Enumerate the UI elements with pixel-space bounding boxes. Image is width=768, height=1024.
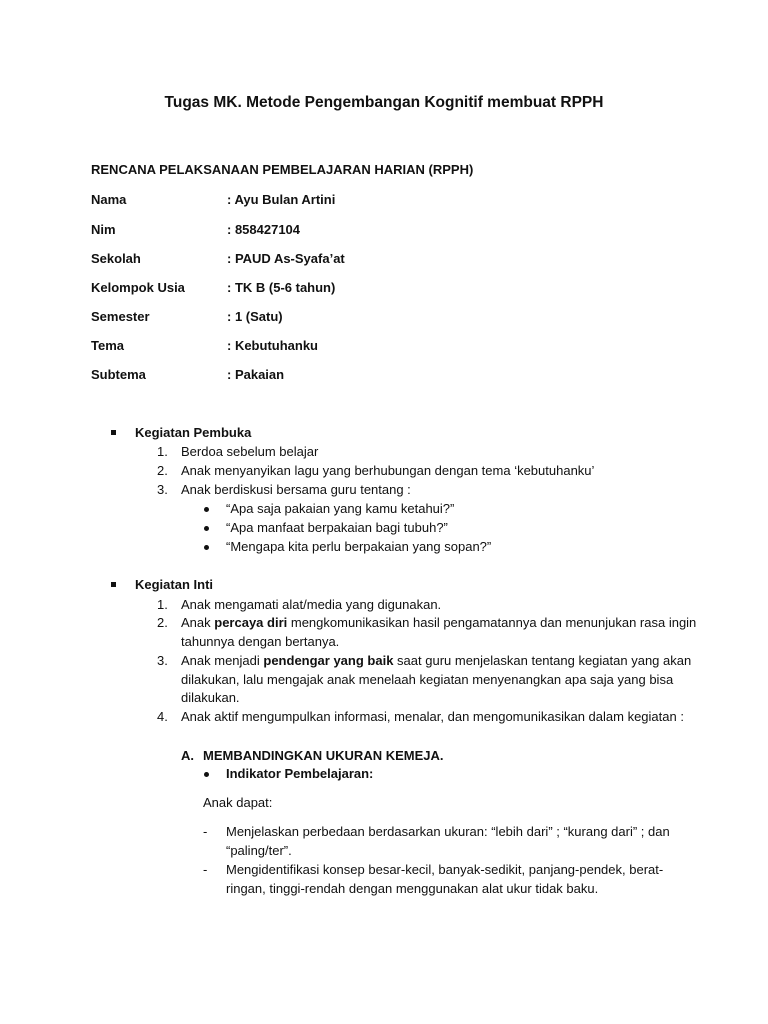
list-item-text: Anak xyxy=(181,615,215,630)
info-label: Nama xyxy=(91,192,127,207)
section-a-letter: A. xyxy=(181,748,194,763)
indicator-heading: Indikator Pembelajaran: xyxy=(226,766,374,781)
rpph-heading: RENCANA PELAKSANAAN PEMBELAJARAN HARIAN (RPPH) xyxy=(91,162,474,177)
list-item: Anak menyanyikan lagu yang berhubungan dengan tema ‘kebutuhanku’ xyxy=(181,463,595,478)
emphasis-text: pendengar yang baik xyxy=(263,653,394,668)
dash-bullet: - xyxy=(203,824,208,839)
info-label: Tema xyxy=(91,338,124,353)
dot-bullet-icon xyxy=(204,545,209,550)
list-number: 4. xyxy=(157,709,168,724)
indicator-intro: Anak dapat: xyxy=(203,795,273,810)
list-item-text: Anak menjadi xyxy=(181,653,264,668)
list-number: 2. xyxy=(157,615,168,630)
section-a-title: MEMBANDINGKAN UKURAN KEMEJA. xyxy=(203,748,444,763)
indicator-item: Mengidentifikasi konsep besar-kecil, banyak-sedikit, panjang-pendek, berat- xyxy=(226,862,664,877)
info-label: Subtema xyxy=(91,367,146,382)
list-number: 1. xyxy=(157,444,168,459)
dot-bullet-icon xyxy=(204,507,209,512)
list-item: Berdoa sebelum belajar xyxy=(181,444,319,459)
dot-bullet-icon xyxy=(204,772,209,777)
list-number: 3. xyxy=(157,653,168,668)
dash-bullet: - xyxy=(203,862,208,877)
list-item-continuation: dilakukan, lalu mengajak anak menelaah kegiatan menyenangkan apa saja yang bisa xyxy=(181,672,674,687)
list-item: Anak mengamati alat/media yang digunakan. xyxy=(181,597,442,612)
indicator-item: Menjelaskan perbedaan berdasarkan ukuran: “lebih dari” ; “kurang dari” ; dan xyxy=(226,824,670,839)
info-label: Kelompok Usia xyxy=(91,280,185,295)
info-value: : Kebutuhanku xyxy=(227,338,318,353)
list-item xyxy=(181,615,696,630)
indicator-item-continuation: ringan, tinggi-rendah dengan menggunakan alat ukur tidak baku. xyxy=(226,881,599,896)
info-value: : PAUD As-Syafa’at xyxy=(227,251,345,266)
square-bullet-icon xyxy=(111,582,116,587)
question-item: “Mengapa kita perlu berpakaian yang sopan?” xyxy=(226,539,492,554)
list-number: 2. xyxy=(157,463,168,478)
info-value: : 858427104 xyxy=(227,222,301,237)
info-value: : Ayu Bulan Artini xyxy=(227,192,336,207)
info-value: : 1 (Satu) xyxy=(227,309,283,324)
list-item xyxy=(181,653,691,668)
list-item-continuation: tahunnya dengan bertanya. xyxy=(181,634,340,649)
section-title: Kegiatan Pembuka xyxy=(135,425,252,440)
indicator-item-continuation: “paling/ter”. xyxy=(226,843,292,858)
list-item-text: saat guru menjelaskan tentang kegiatan yang akan xyxy=(393,653,692,668)
square-bullet-icon xyxy=(111,430,116,435)
question-item: “Apa manfaat berpakaian bagi tubuh?” xyxy=(226,520,448,535)
info-label: Sekolah xyxy=(91,251,141,266)
emphasis-text: percaya diri xyxy=(214,615,288,630)
list-item-text: mengkomunikasikan hasil pengamatannya dan menunjukan rasa ingin xyxy=(287,615,697,630)
dot-bullet-icon xyxy=(204,526,209,531)
document-title: Tugas MK. Metode Pengembangan Kognitif membuat RPPH xyxy=(164,94,604,111)
list-number: 1. xyxy=(157,597,168,612)
info-value: : TK B (5-6 tahun) xyxy=(227,280,336,295)
list-item-continuation: dilakukan. xyxy=(181,690,240,705)
section-title: Kegiatan Inti xyxy=(135,577,214,592)
info-value: : Pakaian xyxy=(227,367,285,382)
list-item: Anak berdiskusi bersama guru tentang : xyxy=(181,482,411,497)
question-item: “Apa saja pakaian yang kamu ketahui?” xyxy=(226,501,455,516)
info-label: Semester xyxy=(91,309,150,324)
info-label: Nim xyxy=(91,222,116,237)
list-number: 3. xyxy=(157,482,168,497)
list-item: Anak aktif mengumpulkan informasi, menalar, dan mengomunikasikan dalam kegiatan : xyxy=(181,709,684,724)
